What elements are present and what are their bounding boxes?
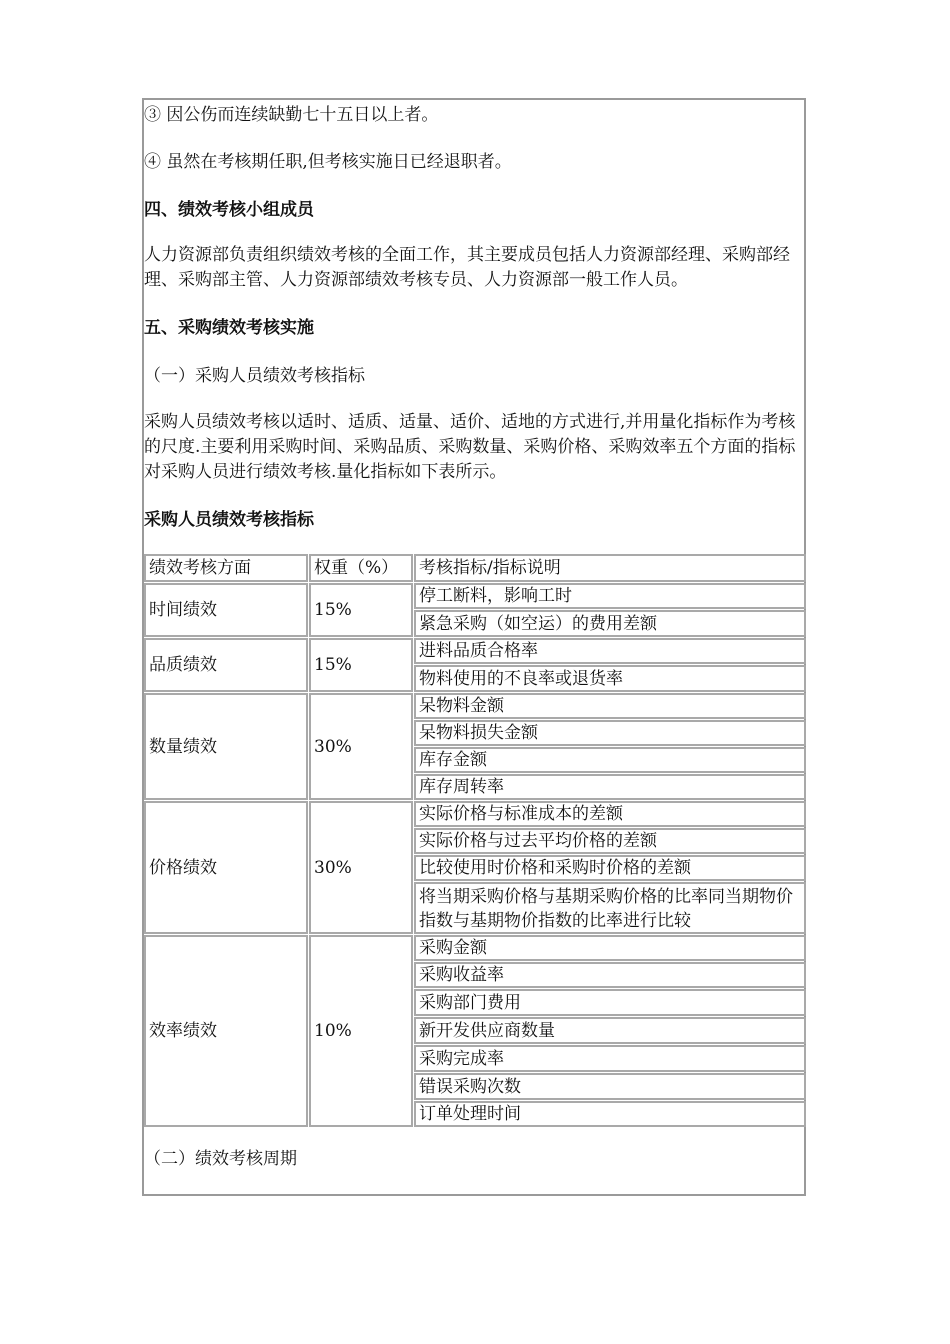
indicator-cell: 物料使用的不良率或退货率: [414, 665, 806, 692]
indicator-cell: 采购金额: [414, 935, 806, 961]
indicator-cell: 实际价格与过去平均价格的差额: [414, 828, 806, 854]
indicators-paragraph: 采购人员绩效考核以适时、适质、适量、适价、适地的方式进行,并用量化指标作为考核的尺度.主要利用采购时间、采购品质、采购数量、采购价格、采购效率五个方面的指标对采购人员进行绩效考核.量化指标如下表所示。: [144, 412, 796, 482]
indicator-cell: 停工断料，影响工时: [414, 583, 806, 609]
table-header-weight: 权重（%）: [309, 554, 413, 582]
indicator-cell: 新开发供应商数量: [414, 1017, 806, 1044]
indicator-cell: 采购完成率: [414, 1045, 806, 1072]
aspect-cell: 数量绩效: [144, 693, 308, 800]
indicator-cell: 紧急采购（如空运）的费用差额: [414, 610, 806, 637]
aspect-cell: 时间绩效: [144, 583, 308, 637]
indicator-table: [144, 554, 806, 1128]
weight-cell: 30%: [309, 801, 413, 934]
table-header-aspect: 绩效考核方面: [144, 554, 308, 582]
aspect-cell: 效率绩效: [144, 935, 308, 1127]
indicator-cell: 实际价格与标准成本的差额: [414, 801, 806, 827]
weight-cell: 10%: [309, 935, 413, 1127]
team-paragraph: 人力资源部负责组织绩效考核的全面工作，其主要成员包括人力资源部经理、采购部经理、采购部主管、人力资源部绩效考核专员、人力资源部一般工作人员。: [144, 245, 790, 290]
list-item-3: ③ 因公伤而连续缺勤七十五日以上者。: [144, 105, 439, 125]
indicator-cell: 错误采购次数: [414, 1073, 806, 1100]
subsection-heading-1: （一）采购人员绩效考核指标: [144, 366, 365, 386]
indicator-cell: 将当期采购价格与基期采购价格的比率同当期物价指数与基期物价指数的比率进行比较: [414, 882, 806, 934]
indicator-cell: 采购部门费用: [414, 989, 806, 1016]
indicator-cell: 比较使用时价格和采购时价格的差额: [414, 855, 806, 881]
weight-cell: 15%: [309, 583, 413, 637]
table-title: 采购人员绩效考核指标: [144, 510, 314, 530]
weight-cell: 30%: [309, 693, 413, 800]
indicator-cell: 呆物料金额: [414, 693, 806, 719]
section-heading-4: 四、绩效考核小组成员: [144, 200, 314, 220]
indicator-cell: 进料品质合格率: [414, 638, 806, 664]
section-heading-5: 五、采购绩效考核实施: [144, 318, 314, 338]
table-header-indicator: 考核指标/指标说明: [414, 554, 806, 582]
indicator-cell: 库存周转率: [414, 774, 806, 800]
indicator-cell: 呆物料损失金额: [414, 720, 806, 746]
indicator-cell: 库存金额: [414, 747, 806, 773]
indicator-cell: 订单处理时间: [414, 1101, 806, 1127]
aspect-cell: 价格绩效: [144, 801, 308, 934]
indicator-cell: 采购收益率: [414, 962, 806, 988]
list-item-4: ④ 虽然在考核期任职,但考核实施日已经退职者。: [144, 152, 512, 172]
aspect-cell: 品质绩效: [144, 638, 308, 692]
weight-cell: 15%: [309, 638, 413, 692]
subsection-heading-2: （二）绩效考核周期: [144, 1149, 297, 1169]
